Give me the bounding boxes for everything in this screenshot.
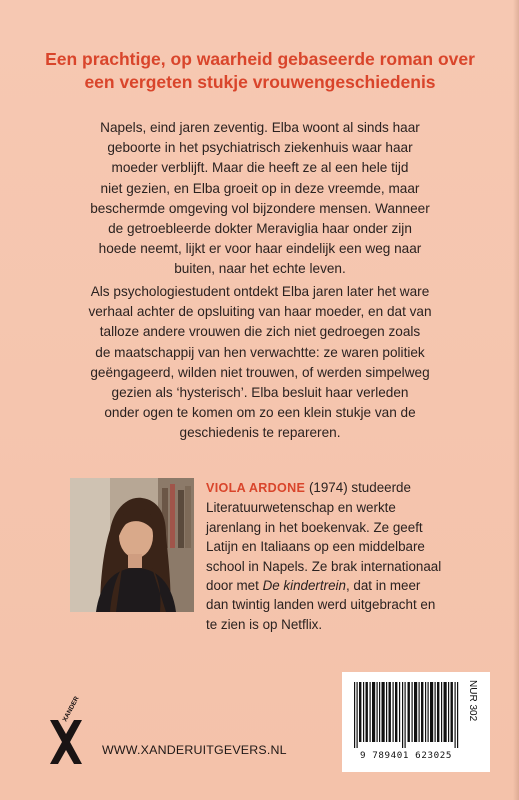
blurb-line: geschiedenis te repareren. bbox=[179, 425, 341, 441]
bio-text: (1974) studeerde bbox=[305, 480, 411, 495]
page-edge-shadow bbox=[513, 0, 519, 800]
xander-logo bbox=[46, 695, 86, 772]
blurb-line: geboorte in het psychiatrisch ziekenhuis waar haar bbox=[107, 140, 413, 156]
ean-barcode bbox=[352, 682, 460, 748]
bio-line: dan twintig landen werd uitgebracht en bbox=[206, 597, 436, 613]
blurb-line: beschermde omgeving vol bijzondere mensen. Wanneer bbox=[90, 200, 430, 216]
bio-line: Latijn en Italiaans op een middelbare bbox=[206, 539, 425, 555]
bio-line: jarenlang in het boekenvak. Ze geeft bbox=[206, 519, 423, 535]
blurb-line: de getroebleerde dokter Meraviglia haar onder zijn bbox=[108, 221, 412, 237]
blurb-line: buiten, naar het echte leven. bbox=[174, 261, 346, 277]
author-portrait-illustration bbox=[70, 478, 194, 612]
bio-text: door met bbox=[206, 578, 263, 594]
bio-text: , dat in meer bbox=[345, 578, 421, 594]
xander-logo-mark bbox=[46, 695, 86, 772]
xander-logo-text: XANDER bbox=[61, 695, 81, 723]
barcode-box bbox=[342, 672, 490, 772]
nur-code: NUR 302 bbox=[467, 680, 478, 722]
blurb-paragraph-2 bbox=[58, 282, 462, 444]
blurb-line: talloze andere vrouwen die zich niet gedroegen zoals bbox=[99, 324, 421, 340]
blurb-line: moeder verblijft. Maar die heeft ze al een hele tijd bbox=[111, 160, 409, 176]
blurb-line: onder ogen te komen om zo een klein stukje van de bbox=[104, 405, 416, 421]
blurb-line: hoede neemt, lijkt er voor haar eindelijk een weg naar bbox=[98, 241, 422, 257]
publisher-url: WWW.XANDERUITGEVERS.NL bbox=[102, 743, 287, 757]
blurb-line: Als psychologiestudent ontdekt Elba jaren later het ware bbox=[90, 284, 430, 299]
blurb-line: de maatschappij van hen verwachtte: ze waren politiek bbox=[95, 344, 425, 360]
author-name: VIOLA ARDONE bbox=[206, 481, 306, 495]
blurb-line: gezien als ‘hysterisch’. Elba besluit haar verleden bbox=[111, 385, 409, 401]
author-photo bbox=[70, 478, 194, 612]
blurb-line: niet gezien, en Elba groeit op in deze vreemde, maar bbox=[100, 180, 420, 196]
cover-headline bbox=[22, 48, 498, 94]
bio-line: te zien is op Netflix. bbox=[206, 616, 323, 632]
headline-line: een vergeten stukje vrouwengeschiedenis bbox=[84, 72, 436, 92]
author-bio bbox=[206, 478, 476, 634]
blurb-line: Napels, eind jaren zeventig. Elba woont al sinds haar bbox=[100, 120, 420, 135]
isbn-number: 9 789401 623025 bbox=[360, 750, 452, 761]
headline-line: Een prachtige, op waarheid gebaseerde roman over bbox=[45, 49, 475, 69]
book-title: De kindertrein bbox=[262, 578, 346, 594]
blurb-paragraph-1 bbox=[58, 118, 462, 280]
bio-line: school in Napels. Ze brak internationaal bbox=[206, 558, 442, 574]
blurb-line: verhaal achter de opsluiting van haar moeder, en dat van bbox=[88, 304, 432, 320]
blurb-line: geëngageerd, wilden niet trouwen, of werden simpelweg bbox=[90, 364, 430, 380]
bio-line: Literatuurwetenschap en werkte bbox=[206, 500, 396, 516]
